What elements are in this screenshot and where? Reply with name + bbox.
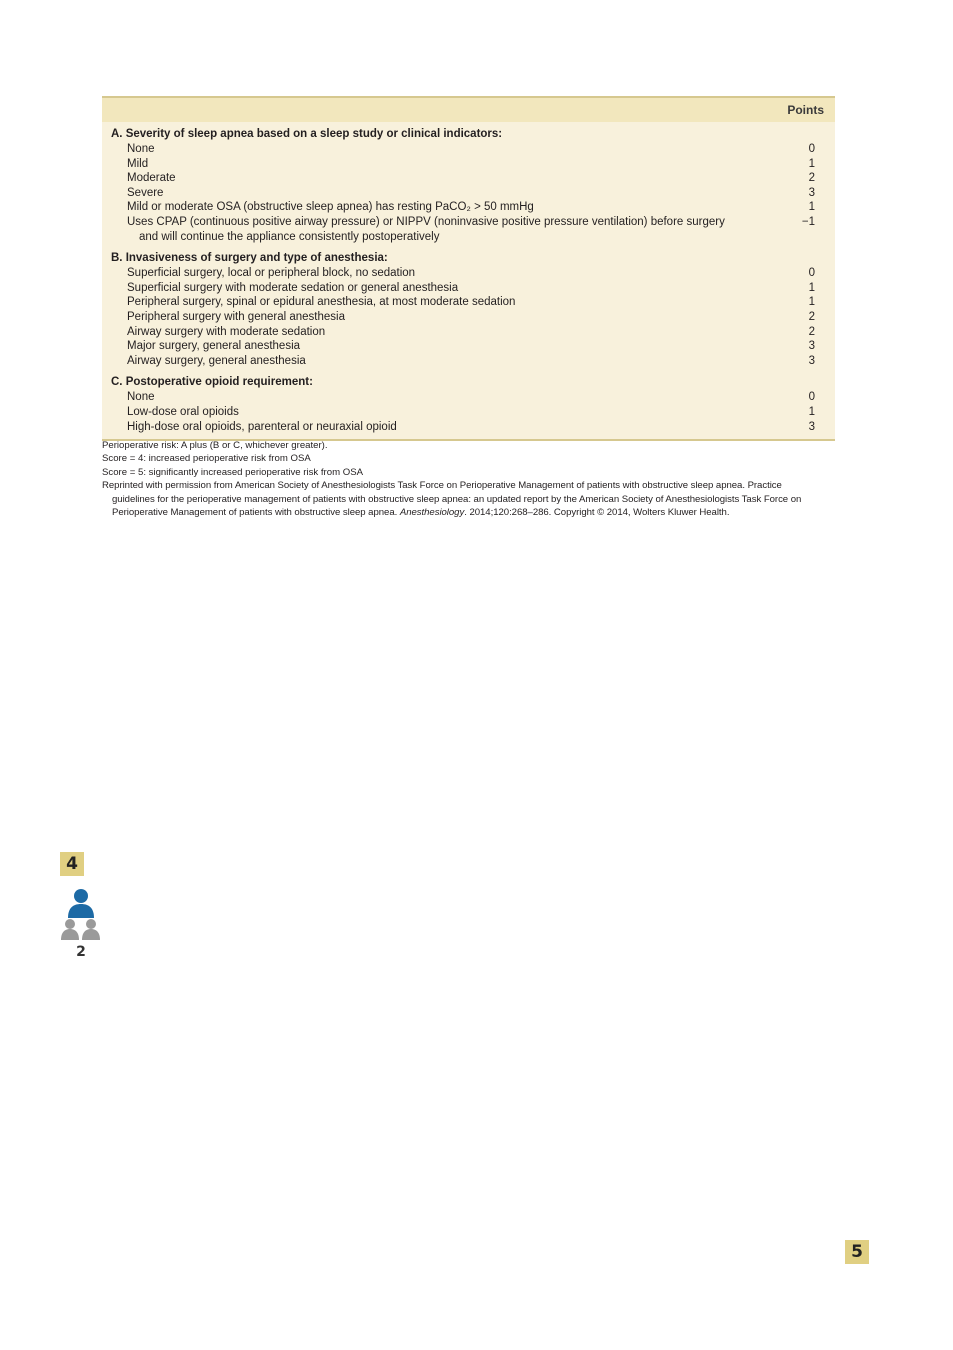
table-row xyxy=(102,310,835,325)
row-points: 2 xyxy=(808,172,815,185)
row-points: 3 xyxy=(808,186,815,199)
row-label: Peripheral surgery with general anesthesia xyxy=(127,310,345,323)
table-row xyxy=(102,390,835,405)
note-score-5: Score = 5: significantly increased perioperative risk from OSA xyxy=(102,466,364,478)
row-label-continuation: and will continue the appliance consistently postoperatively xyxy=(139,230,440,243)
points-column-header: Points xyxy=(102,98,835,122)
table-row xyxy=(102,325,835,340)
table-row xyxy=(102,215,835,244)
row-label: Uses CPAP (continuous positive airway pressure) or NIPPV (noninvasive positive pressure ventilation) before surgery xyxy=(127,215,725,228)
section-title: B. Invasiveness of surgery and type of anesthesia: xyxy=(111,252,388,265)
row-points: 1 xyxy=(808,405,815,418)
citation-text-end: . 2014;120:268–286. Copyright © 2014, Wolters Kluwer Health. xyxy=(464,507,730,519)
row-label: Superficial surgery with moderate sedation or general anesthesia xyxy=(127,281,459,294)
citation-text: Reprinted with permission from American Society of Anesthesiologists Task Force on Perioperative Management of patients with obstructive sleep apnea. Practice guidelines for the perioperative management of patients with obstructive sleep apnea: an updated report by the American Society of Anesthesiologists Task Force on Perioperative Management of patients with obstructive sleep apnea. xyxy=(102,480,802,519)
table-notes xyxy=(102,439,826,519)
note-risk: Perioperative risk: A plus (B or C, whichever greater). xyxy=(102,440,328,451)
row-points: 0 xyxy=(808,143,815,155)
row-label: Airway surgery with moderate sedation xyxy=(127,325,326,338)
row-points: −1 xyxy=(801,215,815,228)
row-label: Moderate xyxy=(127,172,176,185)
table-row xyxy=(102,200,835,215)
row-label: Severe xyxy=(127,186,164,199)
table-row xyxy=(102,354,835,369)
page-number-badge-right: 5 xyxy=(845,1240,869,1264)
table-body xyxy=(102,122,835,439)
row-points: 1 xyxy=(808,157,815,170)
table-row xyxy=(102,420,835,435)
row-points: 1 xyxy=(808,296,815,309)
osa-risk-table xyxy=(102,96,835,441)
row-label: Major surgery, general anesthesia xyxy=(127,340,301,353)
row-label: Low-dose oral opioids xyxy=(127,405,239,418)
row-points: 3 xyxy=(808,340,815,353)
people-group-icon xyxy=(58,886,104,942)
table-row xyxy=(102,405,835,420)
row-label: None xyxy=(127,143,155,155)
section-title: A. Severity of sleep apnea based on a sleep study or clinical indicators: xyxy=(111,128,503,140)
table-row xyxy=(102,339,835,354)
row-label: High-dose oral opioids, parenteral or neuraxial opioid xyxy=(127,420,397,433)
table-row xyxy=(102,266,835,281)
row-label: Mild xyxy=(127,157,149,170)
row-points: 3 xyxy=(808,420,815,433)
row-label: Mild or moderate OSA (obstructive sleep apnea) has resting PaCO₂ > 50 mmHg xyxy=(127,201,534,214)
table-row xyxy=(102,281,835,296)
row-label: Superficial surgery, local or peripheral block, no sedation xyxy=(127,267,416,280)
section-b xyxy=(102,251,835,368)
row-points: 0 xyxy=(808,267,815,280)
note-score-4: Score = 4: increased perioperative risk from OSA xyxy=(102,453,311,465)
citation xyxy=(102,479,826,519)
citation-journal: Anesthesiology xyxy=(399,507,465,519)
section-c xyxy=(102,375,835,434)
row-label: Peripheral surgery, spinal or epidural anesthesia, at most moderate sedation xyxy=(127,296,516,309)
table-row xyxy=(102,171,835,186)
row-points: 2 xyxy=(808,325,815,338)
section-a xyxy=(102,127,835,244)
row-points: 1 xyxy=(808,281,815,294)
row-points: 0 xyxy=(808,391,815,404)
table-row xyxy=(102,142,835,157)
row-label: None xyxy=(127,391,155,404)
row-points: 3 xyxy=(808,354,815,367)
section-title: C. Postoperative opioid requirement: xyxy=(111,376,313,389)
table-row xyxy=(102,157,835,172)
people-count: 2 xyxy=(76,944,86,960)
table-row xyxy=(102,186,835,201)
row-label: Airway surgery, general anesthesia xyxy=(127,354,306,367)
page-number-badge-left: 4 xyxy=(60,852,84,876)
row-points: 1 xyxy=(808,201,815,214)
row-points: 2 xyxy=(808,310,815,323)
row-label-multiline xyxy=(102,215,767,244)
table-row xyxy=(102,295,835,310)
